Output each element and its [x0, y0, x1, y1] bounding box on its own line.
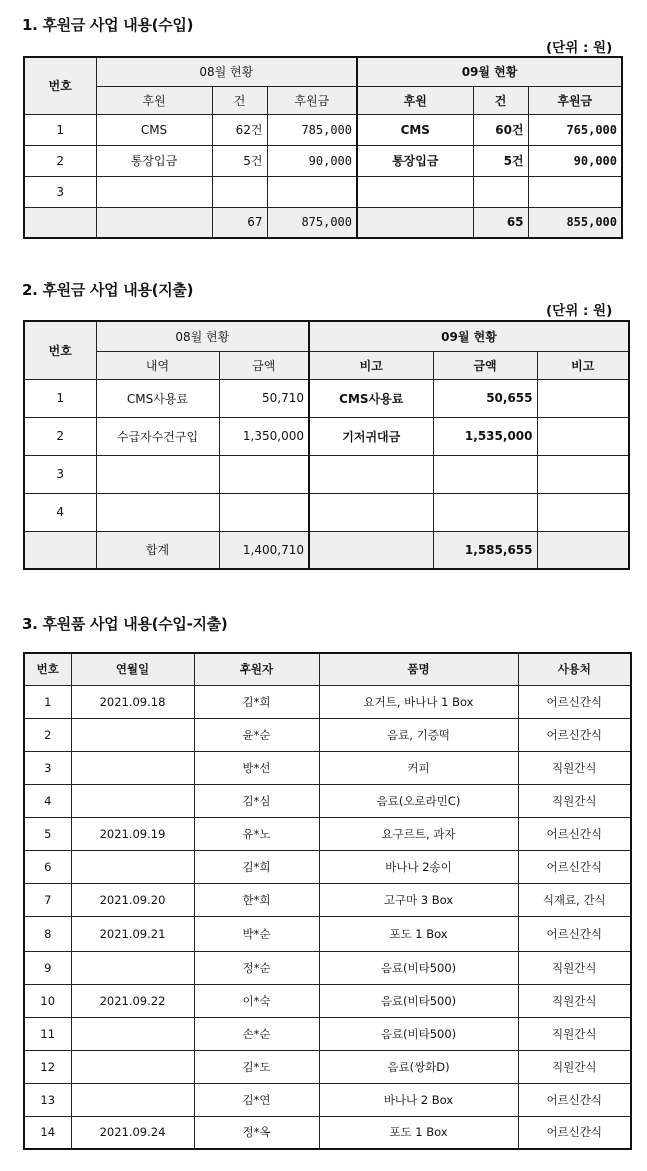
cell: 10 [24, 984, 71, 1017]
cell [267, 176, 357, 207]
cell: 6 [24, 850, 71, 883]
cell: 8 [24, 916, 71, 951]
cell [309, 455, 433, 493]
col-no-header: 번호 [24, 57, 96, 114]
cell: 정*순 [194, 951, 319, 984]
cell: 2 [24, 718, 71, 751]
cell: 90,000 [267, 145, 357, 176]
cell [71, 718, 194, 751]
cell [71, 1017, 194, 1050]
cell: 음료(비타500) [319, 1017, 518, 1050]
cell: 어르신간식 [518, 718, 631, 751]
cell [24, 531, 96, 569]
table-row [24, 718, 631, 751]
total-row [24, 207, 622, 238]
sep-status-header: 09월 현황 [309, 321, 629, 351]
cell: 어르신간식 [518, 1083, 631, 1116]
cell [96, 493, 219, 531]
sub-header: 후원금 [528, 86, 622, 114]
sub-header: 비고 [537, 351, 629, 379]
sub-header: 건 [473, 86, 528, 114]
table-row [24, 1050, 631, 1083]
cell: CMS [357, 114, 473, 145]
sub-header: 금액 [433, 351, 537, 379]
cell: 방*선 [194, 751, 319, 784]
cell: 2021.09.24 [71, 1116, 194, 1149]
cell: 5건 [212, 145, 267, 176]
cell: 직원간식 [518, 784, 631, 817]
section2-title: 2. 후원금 사업 내용(지출) [22, 281, 194, 299]
cell: 4 [24, 493, 96, 531]
section3-title: 3. 후원품 사업 내용(수입-지출) [22, 615, 228, 633]
cell: 직원간식 [518, 951, 631, 984]
cell: 1 [24, 685, 71, 718]
donation-goods-table [23, 652, 632, 1150]
income-table [23, 56, 623, 239]
column-header: 후원자 [194, 653, 319, 685]
cell: CMS [96, 114, 212, 145]
cell: 9 [24, 951, 71, 984]
cell [71, 951, 194, 984]
cell: 1,585,655 [433, 531, 537, 569]
cell: 2 [24, 417, 96, 455]
cell: 855,000 [528, 207, 622, 238]
cell: 5 [24, 817, 71, 850]
cell [309, 531, 433, 569]
section1-title: 1. 후원금 사업 내용(수입) [22, 16, 194, 34]
table-row [24, 1083, 631, 1116]
cell [528, 176, 622, 207]
table-row [24, 1017, 631, 1050]
column-header: 품명 [319, 653, 518, 685]
table-row [24, 817, 631, 850]
cell: 3 [24, 455, 96, 493]
cell: 요거트, 바나나 1 Box [319, 685, 518, 718]
table-row [24, 1116, 631, 1149]
cell: 정*옥 [194, 1116, 319, 1149]
column-header: 연월일 [71, 653, 194, 685]
cell [71, 850, 194, 883]
cell: 어르신간식 [518, 817, 631, 850]
cell [212, 176, 267, 207]
cell [537, 531, 629, 569]
cell: 포도 1 Box [319, 916, 518, 951]
table-row [24, 784, 631, 817]
cell: 김*도 [194, 1050, 319, 1083]
sub-header: 후원금 [267, 86, 357, 114]
cell: 어르신간식 [518, 850, 631, 883]
cell: 박*순 [194, 916, 319, 951]
table-row [24, 850, 631, 883]
table-row [24, 951, 631, 984]
cell [96, 455, 219, 493]
sub-header: 금액 [219, 351, 309, 379]
cell: 손*순 [194, 1017, 319, 1050]
cell: 2021.09.20 [71, 883, 194, 916]
sub-header: 후원 [96, 86, 212, 114]
cell: 고구마 3 Box [319, 883, 518, 916]
cell: 직원간식 [518, 751, 631, 784]
cell: 어르신간식 [518, 916, 631, 951]
cell: 직원간식 [518, 1050, 631, 1083]
sub-header: 건 [212, 86, 267, 114]
cell [537, 493, 629, 531]
cell: 음료(오로라민C) [319, 784, 518, 817]
cell: 김*희 [194, 685, 319, 718]
cell: 1 [24, 114, 96, 145]
table-row [24, 984, 631, 1017]
cell: 12 [24, 1050, 71, 1083]
cell: 67 [212, 207, 267, 238]
cell: 직원간식 [518, 984, 631, 1017]
cell: 2021.09.18 [71, 685, 194, 718]
cell: 765,000 [528, 114, 622, 145]
cell: CMS사용료 [309, 379, 433, 417]
table-row [24, 493, 629, 531]
cell: 11 [24, 1017, 71, 1050]
cell: CMS사용료 [96, 379, 219, 417]
cell: 바나나 2송이 [319, 850, 518, 883]
cell: 50,710 [219, 379, 309, 417]
cell: 수급자수건구입 [96, 417, 219, 455]
aug-status-header: 08월 현황 [96, 321, 309, 351]
cell: 김*희 [194, 850, 319, 883]
table-row [24, 455, 629, 493]
cell: 2021.09.21 [71, 916, 194, 951]
cell [357, 207, 473, 238]
cell: 이*숙 [194, 984, 319, 1017]
table-row [24, 379, 629, 417]
sub-header: 비고 [309, 351, 433, 379]
table-row [24, 685, 631, 718]
cell: 유*노 [194, 817, 319, 850]
table-row [24, 883, 631, 916]
cell: 60건 [473, 114, 528, 145]
cell: 65 [473, 207, 528, 238]
cell [71, 751, 194, 784]
table-row [24, 916, 631, 951]
cell: 62건 [212, 114, 267, 145]
cell [309, 493, 433, 531]
cell: 어르신간식 [518, 1116, 631, 1149]
cell: 합계 [96, 531, 219, 569]
cell: 음료, 기증떡 [319, 718, 518, 751]
header-row [24, 653, 631, 685]
cell: 1,400,710 [219, 531, 309, 569]
cell: 바나나 2 Box [319, 1083, 518, 1116]
sub-header: 후원 [357, 86, 473, 114]
cell: 통장입금 [357, 145, 473, 176]
cell [71, 1083, 194, 1116]
cell: 14 [24, 1116, 71, 1149]
expense-table [23, 320, 630, 570]
cell: 3 [24, 176, 96, 207]
cell [219, 493, 309, 531]
sub-header: 내역 [96, 351, 219, 379]
cell [357, 176, 473, 207]
cell: 50,655 [433, 379, 537, 417]
cell [433, 493, 537, 531]
cell [537, 379, 629, 417]
cell: 2021.09.22 [71, 984, 194, 1017]
table-row [24, 145, 622, 176]
aug-status-header: 08월 현황 [96, 57, 357, 86]
cell: 윤*순 [194, 718, 319, 751]
cell: 1 [24, 379, 96, 417]
cell: 1,535,000 [433, 417, 537, 455]
cell: 포도 1 Box [319, 1116, 518, 1149]
cell: 통장입금 [96, 145, 212, 176]
cell: 875,000 [267, 207, 357, 238]
column-header: 사용처 [518, 653, 631, 685]
cell: 요구르트, 과자 [319, 817, 518, 850]
cell: 커피 [319, 751, 518, 784]
cell: 13 [24, 1083, 71, 1116]
cell [71, 1050, 194, 1083]
cell [537, 455, 629, 493]
cell [473, 176, 528, 207]
cell: 2021.09.19 [71, 817, 194, 850]
cell: 직원간식 [518, 1017, 631, 1050]
cell [96, 176, 212, 207]
cell: 음료(쌍화D) [319, 1050, 518, 1083]
table-row [24, 176, 622, 207]
sep-status-header: 09월 현황 [357, 57, 622, 86]
cell: 3 [24, 751, 71, 784]
cell: 음료(비타500) [319, 984, 518, 1017]
cell: 어르신간식 [518, 685, 631, 718]
column-header: 번호 [24, 653, 71, 685]
col-no-header: 번호 [24, 321, 96, 379]
total-row [24, 531, 629, 569]
cell: 기저귀대금 [309, 417, 433, 455]
cell: 4 [24, 784, 71, 817]
cell: 785,000 [267, 114, 357, 145]
cell: 식재료, 간식 [518, 883, 631, 916]
cell [96, 207, 212, 238]
cell: 5건 [473, 145, 528, 176]
section2-unit: (단위 : 원) [546, 303, 613, 319]
cell: 2 [24, 145, 96, 176]
cell [219, 455, 309, 493]
cell: 7 [24, 883, 71, 916]
table-row [24, 114, 622, 145]
cell: 한*희 [194, 883, 319, 916]
section1-unit: (단위 : 원) [546, 40, 613, 56]
cell [71, 784, 194, 817]
cell [537, 417, 629, 455]
cell: 김*연 [194, 1083, 319, 1116]
cell [433, 455, 537, 493]
cell: 김*심 [194, 784, 319, 817]
table-row [24, 417, 629, 455]
cell: 1,350,000 [219, 417, 309, 455]
cell: 90,000 [528, 145, 622, 176]
table-row [24, 751, 631, 784]
cell [24, 207, 96, 238]
cell: 음료(비타500) [319, 951, 518, 984]
